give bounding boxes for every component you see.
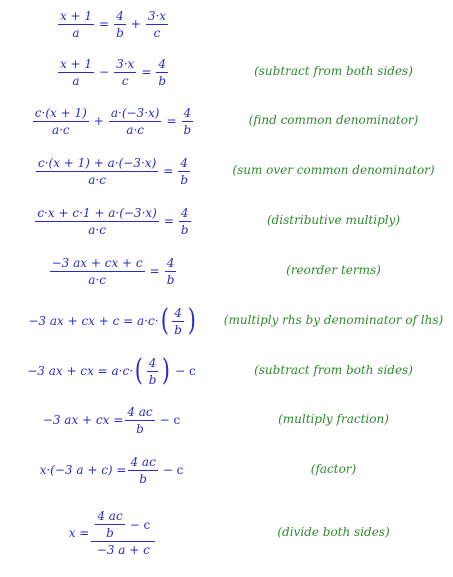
equation: [0, 352, 226, 390]
step-row: [0, 302, 453, 340]
equation-tail: − c: [162, 463, 184, 477]
equation-lhs: −3 ax + cx =: [42, 413, 124, 427]
fraction: $\frac{x + 1}{a}$: [59, 8, 93, 40]
minus-sign: −: [99, 65, 110, 79]
equation-lhs: −3 ax + cx + c = a·c·: [28, 314, 159, 328]
equation-tail: − c: [175, 364, 196, 378]
equals-sign: =: [141, 65, 152, 79]
step-annotation: (factor): [310, 462, 357, 476]
step-annotation: (distributive multiply): [266, 213, 401, 227]
step-row: [0, 452, 453, 488]
fraction: $\frac{x + 1}{a}$: [59, 56, 93, 88]
fraction: $\frac{4}{b}$: [148, 355, 157, 387]
equals-sign: =: [163, 214, 174, 228]
plus-sign: +: [130, 17, 141, 31]
equation: [0, 402, 226, 438]
parenthesized-fraction: ( $\frac{4}{b}$ ): [134, 353, 171, 388]
equation-lhs: x·(−3 a + c) =: [39, 463, 127, 477]
plus-sign: +: [93, 114, 104, 128]
fraction: $\frac{-3 ax + cx + c}{a\cdot c}$: [51, 255, 143, 287]
fraction: $\frac{4 ac}{b}$: [97, 509, 123, 540]
step-annotation: (divide both sides): [277, 525, 390, 539]
step-annotation: (subtract from both sides): [254, 363, 413, 377]
fraction: $\frac{4 ac}{b}$: [130, 454, 156, 486]
step-row: [0, 352, 453, 390]
step-row: [0, 402, 453, 438]
step-annotation: (subtract from both sides): [254, 64, 413, 78]
equation: [0, 54, 226, 90]
fraction: $\frac{4}{b}$: [180, 155, 189, 187]
step-row: [0, 103, 453, 139]
fraction: $\frac{c\cdot x + c\cdot 1 + a\cdot(-3\cdot x)}{a\cdot c}$: [37, 205, 157, 237]
fraction: $\frac{4 ac}{b}$: [127, 404, 153, 436]
step-row: [0, 203, 453, 239]
step-annotation: (find common denominator): [248, 113, 419, 127]
fraction: $\frac{4}{b}$: [183, 105, 192, 137]
step-row: [0, 253, 453, 289]
fraction: $\frac{a\cdot(-3\cdot x)}{a\cdot c}$: [110, 105, 160, 137]
equation: [0, 452, 226, 488]
equation: [0, 503, 226, 563]
step-annotation: (multiply fraction): [278, 412, 389, 426]
step-row: [0, 503, 453, 563]
fraction: $\frac{4}{b}$: [174, 305, 182, 337]
fraction: $\frac{c\cdot(x + 1)}{a\cdot c}$: [34, 105, 87, 137]
equation-tail: − c: [159, 413, 181, 427]
compound-fraction: $\frac{4 ac}{b}$ − c −3 a + c: [91, 509, 155, 557]
parenthesized-fraction: ( $\frac{4}{b}$ ): [160, 303, 196, 338]
step-row: [0, 54, 453, 90]
equals-sign: =: [166, 114, 177, 128]
fraction: $\frac{4}{b}$: [116, 8, 124, 40]
equation: [0, 253, 226, 289]
fraction: $\frac{4}{b}$: [166, 255, 175, 287]
equation-lhs: x =: [68, 526, 90, 540]
equation: [0, 203, 226, 239]
equals-sign: =: [99, 17, 110, 31]
fraction: $\frac{3\cdot x}{c}$: [116, 56, 135, 88]
step-row: [0, 153, 453, 189]
equation: [0, 153, 226, 189]
equation: [0, 103, 226, 139]
equation: [0, 302, 226, 340]
equals-sign: =: [149, 264, 160, 278]
fraction: $\frac{3\cdot x}{c}$: [147, 8, 167, 40]
equation: [0, 6, 226, 42]
fraction: $\frac{4}{b}$: [158, 56, 167, 88]
equals-sign: =: [163, 164, 174, 178]
step-annotation: (reorder terms): [286, 263, 381, 277]
step-annotation: (sum over common denominator): [232, 163, 435, 177]
equation-lhs: −3 ax + cx = a·c·: [27, 364, 134, 378]
step-annotation: (multiply rhs by denominator of lhs): [223, 313, 444, 327]
step-row: [0, 6, 453, 42]
fraction: $\frac{c\cdot(x + 1) + a\cdot(-3\cdot x)}{a\cdot c}$: [37, 155, 157, 187]
fraction: $\frac{4}{b}$: [180, 205, 189, 237]
